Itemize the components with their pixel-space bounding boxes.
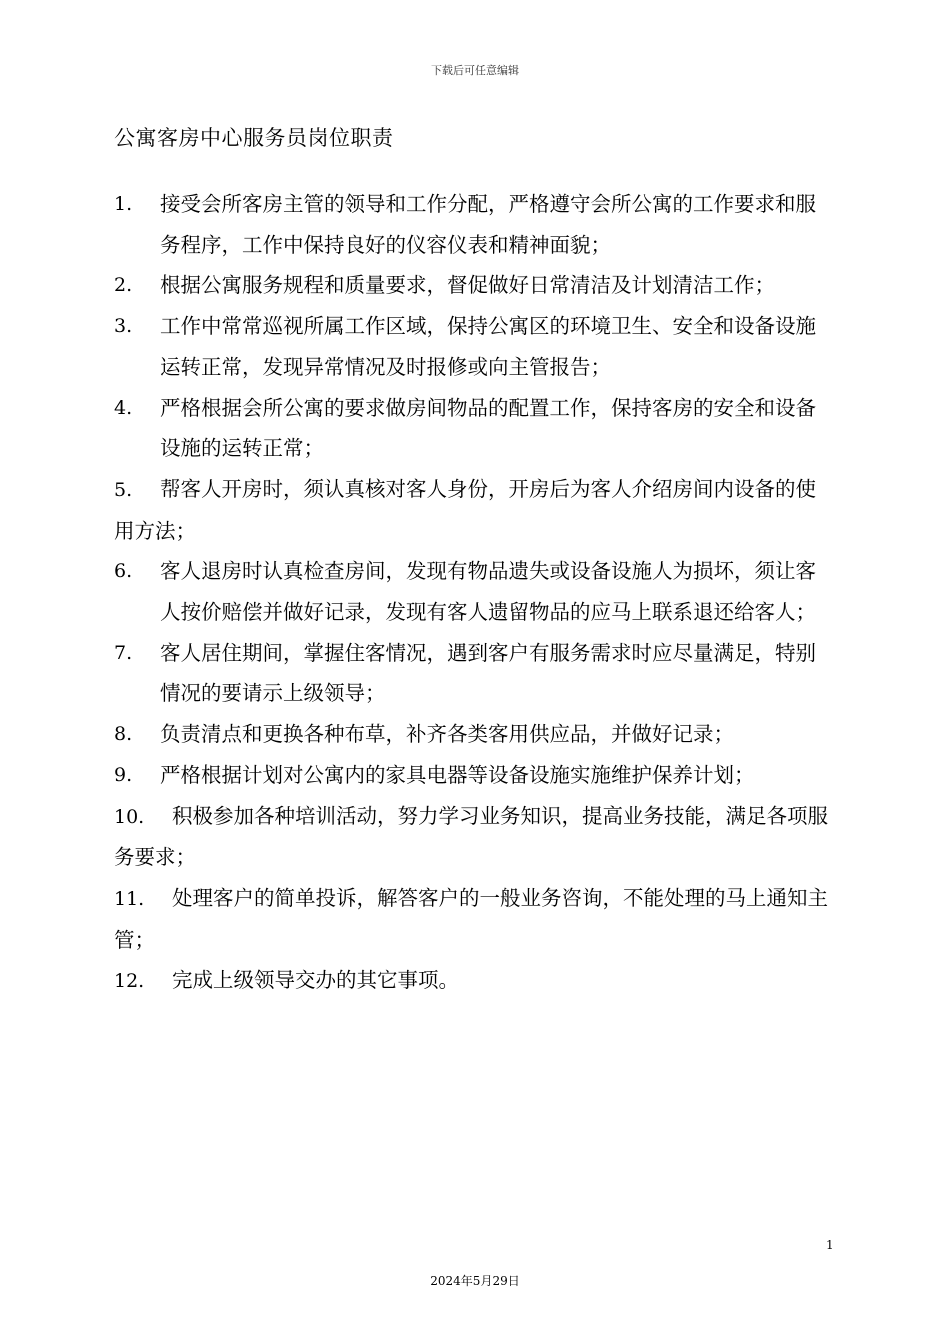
item-number: 8. [114,723,133,746]
duty-item-3 [114,306,836,387]
item-text: 负责清点和更换各种布草，补齐各类客用供应品，并做好记录； [160,722,734,747]
item-text: 完成上级领导交办的其它事项。 [172,968,459,993]
duty-item-11 [114,878,836,960]
duty-list [114,184,836,1002]
item-number: 6. [114,560,133,583]
item-text: 严格根据会所公寓的要求做房间物品的配置工作，保持客房的安全和设备设施的运转正常； [160,395,816,461]
item-number: 7. [114,641,133,664]
duty-item-2 [114,265,836,306]
item-number: 1. [114,193,133,215]
duty-item-4 [114,388,836,469]
footer-date: 2024年5月29日 [430,1274,520,1288]
item-text: 严格根据计划对公寓内的家具电器等设备设施实施维护保养计划； [160,762,755,787]
duty-item-7 [114,633,836,714]
item-text: 积极参加各种培训活动，努力学习业务知识，提高业务技能，满足各项服务要求； [114,803,828,870]
item-number: 9. [114,763,133,786]
duty-item-5 [114,469,836,551]
item-text: 客人退房时认真检查房间，发现有物品遗失或设备设施人为损坏，须让客人按价赔偿并做好记录，发现有客人遗留物品的应马上联系退还给客人； [160,559,816,625]
page-number: 1 [826,1238,834,1252]
item-number: 2. [114,274,133,297]
duty-item-10 [114,796,836,878]
document-title: 公寓客房中心服务员岗位职责 [114,126,394,150]
duty-item-8 [114,714,836,755]
duty-item-9 [114,755,836,796]
duty-item-6 [114,551,836,632]
item-text: 接受会所客房主管的领导和工作分配，严格遵守会所公寓的工作要求和服务程序，工作中保持良好的仪容仪表和精神面貌； [160,192,816,257]
item-number: 5. [114,478,133,501]
item-number: 11. [114,887,145,910]
item-number: 12. [114,970,145,993]
item-text: 工作中常常巡视所属工作区域，保持公寓区的环境卫生、安全和设备设施运转正常，发现异常情况及时报修或向主管报告； [160,314,816,379]
item-text: 处理客户的简单投诉，解答客户的一般业务咨询，不能处理的马上通知主管； [114,885,828,952]
item-number: 4. [114,396,133,419]
header-note: 下载后可任意编辑 [431,64,519,77]
item-text: 帮客人开房时，须认真核对客人身份，开房后为客人介绍房间内设备的使用方法； [114,476,816,543]
item-number: 3. [114,315,133,338]
item-number: 10. [114,805,145,828]
duty-item-12 [114,960,836,1002]
duty-item-1 [114,184,836,265]
item-text: 客人居住期间，掌握住客情况，遇到客户有服务需求时应尽量满足，特别情况的要请示上级领导； [160,640,816,706]
item-text: 根据公寓服务规程和质量要求，督促做好日常清洁及计划清洁工作； [160,273,775,298]
